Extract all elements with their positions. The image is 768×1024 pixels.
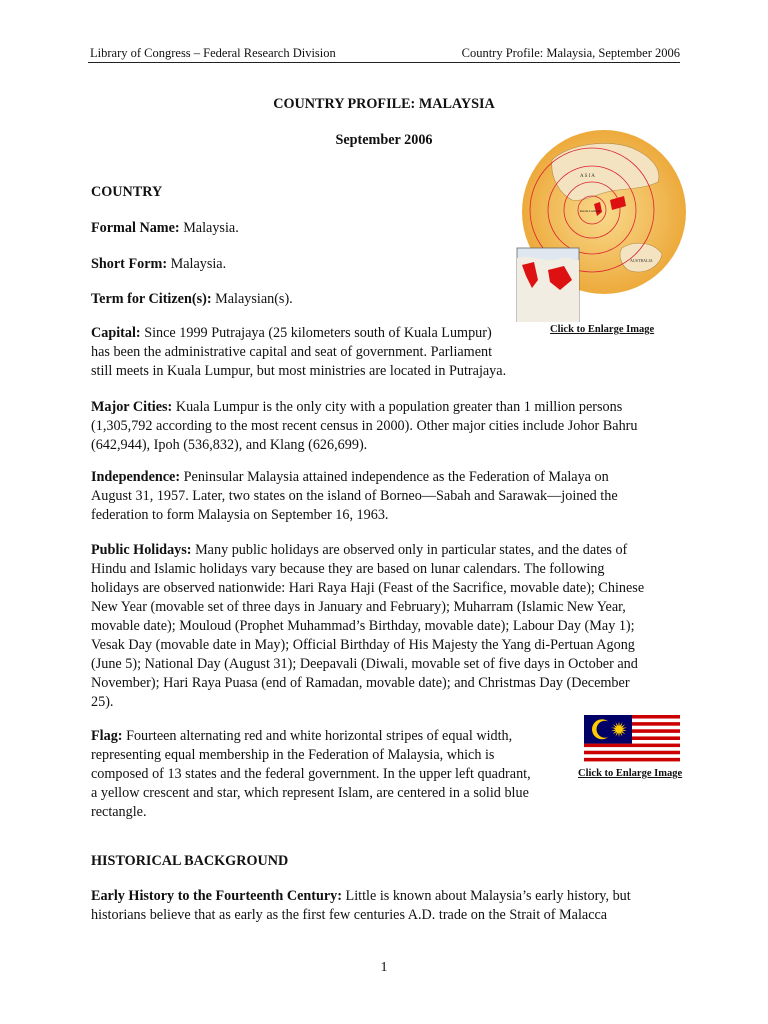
formal-name-label: Formal Name: bbox=[91, 220, 180, 236]
independence-label: Independence: bbox=[91, 469, 181, 485]
short-form-value: Malaysia. bbox=[167, 256, 227, 272]
flag-stripe bbox=[584, 744, 680, 748]
independence-text-1: Peninsular Malaysia attained independence as the Federation of Malaya on bbox=[180, 469, 609, 485]
early-history-label: Early History to the Fourteenth Century: bbox=[91, 888, 342, 904]
holidays-label: Public Holidays: bbox=[91, 542, 192, 558]
independence-line-2: August 31, 1957. Later, two states on the island of Borneo—Sabah and Sarawak—joined the bbox=[91, 488, 618, 504]
independence-line-1 bbox=[91, 468, 609, 487]
flag-label: Flag: bbox=[91, 728, 123, 744]
holidays-line-7: (June 5); National Day (August 31); Deepavali (Diwali, movable set of five days in October and bbox=[91, 656, 638, 672]
flag-stripe bbox=[584, 751, 680, 755]
flag-crescent-cutout bbox=[597, 721, 614, 738]
early-history-text-1: Little is known about Malaysia’s early history, but bbox=[342, 888, 631, 904]
short-form-label: Short Form: bbox=[91, 256, 168, 272]
major-cities-line-2: (1,305,792 according to the most recent census in 2000). Other major cities include Johor Bahru bbox=[91, 418, 638, 434]
capital-line-1 bbox=[91, 324, 492, 343]
flag-stripe bbox=[584, 761, 680, 765]
early-history-line-1 bbox=[91, 887, 631, 906]
page-header bbox=[88, 44, 680, 63]
flag-line-4: a yellow crescent and star, which represent Islam, are centered in a solid blue bbox=[91, 785, 529, 801]
holidays-line-2: Hindu and Islamic holidays vary because they are based on lunar calendars. The following bbox=[91, 561, 605, 577]
holidays-line-4: New Year (movable set of three days in January and February); Muharram (Islamic New Year, bbox=[91, 599, 626, 615]
holidays-line-1 bbox=[91, 541, 627, 560]
citizen-term bbox=[91, 290, 293, 309]
section-heading-country: COUNTRY bbox=[91, 184, 163, 200]
holidays-text-1: Many public holidays are observed only in particular states, and the dates of bbox=[191, 542, 628, 558]
document-title: COUNTRY PROFILE: MALAYSIA bbox=[273, 96, 495, 112]
flag-line-2: representing equal membership in the Federation of Malaysia, which is bbox=[91, 747, 495, 763]
document-date: September 2006 bbox=[335, 132, 433, 148]
capital-line-2: has been the administrative capital and seat of government. Parliament bbox=[91, 344, 493, 360]
holidays-line-8: November); Hari Raya Puasa (end of Ramadan, movable date); and Christmas Day (December bbox=[91, 675, 630, 691]
capital-line-3: still meets in Kuala Lumpur, but most ministries are located in Putrajaya. bbox=[91, 363, 507, 379]
holidays-line-5: movable date); Mouloud (Prophet Muhammad’s Birthday, movable date); Labour Day (May 1); bbox=[91, 618, 635, 634]
major-cities-label: Major Cities: bbox=[91, 399, 173, 415]
flag-line-1 bbox=[91, 727, 512, 746]
page-number: 1 bbox=[380, 960, 388, 975]
flag-stripe bbox=[584, 754, 680, 758]
major-cities-text-1: Kuala Lumpur is the only city with a population greater than 1 million persons bbox=[172, 399, 623, 415]
holidays-line-3: holidays are observed nationwide: Hari Raya Haji (Feast of the Sacrifice, movable date); Chinese bbox=[91, 580, 645, 596]
holidays-line-6: Vesak Day (movable date in May); Official Birthday of His Majesty the Yang di-Pertuan Agong bbox=[91, 637, 635, 653]
location-map-image[interactable] bbox=[512, 130, 692, 322]
map-label-kuala-lumpur: Kuala Lumpur bbox=[580, 209, 601, 213]
header-left: Library of Congress – Federal Research Division bbox=[90, 46, 336, 60]
map-label-asia: A S I A bbox=[580, 174, 595, 179]
capital-text-1: Since 1999 Putrajaya (25 kilometers south of Kuala Lumpur) bbox=[140, 325, 492, 341]
flag-line-3: composed of 13 states and the federal government. In the upper left quadrant, bbox=[91, 766, 531, 782]
capital-label: Capital: bbox=[91, 325, 141, 341]
flag-text-1: Fourteen alternating red and white horizontal stripes of equal width, bbox=[122, 728, 513, 744]
major-cities-line-1 bbox=[91, 398, 622, 417]
formal-name-value: Malaysia. bbox=[179, 220, 239, 236]
malaysia-flag-image[interactable] bbox=[584, 715, 680, 765]
citizen-label: Term for Citizen(s): bbox=[91, 291, 212, 307]
citizen-value: Malaysian(s). bbox=[211, 291, 293, 307]
section-heading-history: HISTORICAL BACKGROUND bbox=[91, 853, 289, 869]
flag-stripe bbox=[584, 758, 680, 762]
header-right: Country Profile: Malaysia, September 2006 bbox=[461, 46, 680, 60]
independence-line-3: federation to form Malaysia on September 16, 1963. bbox=[91, 507, 389, 523]
holidays-line-9: 25). bbox=[91, 694, 114, 710]
map-enlarge-link[interactable]: Click to Enlarge Image bbox=[550, 324, 655, 335]
formal-name bbox=[91, 219, 239, 238]
map-label-australia: AUSTRALIA bbox=[630, 258, 653, 263]
major-cities-line-3: (642,944), Ipoh (536,832), and Klang (626,699). bbox=[91, 437, 368, 453]
flag-line-5: rectangle. bbox=[91, 804, 147, 820]
flag-enlarge-link[interactable]: Click to Enlarge Image bbox=[578, 768, 683, 779]
early-history-line-2: historians believe that as early as the first few centuries A.D. trade on the Strait of Malacca bbox=[91, 907, 608, 923]
short-form bbox=[91, 255, 226, 274]
flag-stripe bbox=[584, 747, 680, 751]
